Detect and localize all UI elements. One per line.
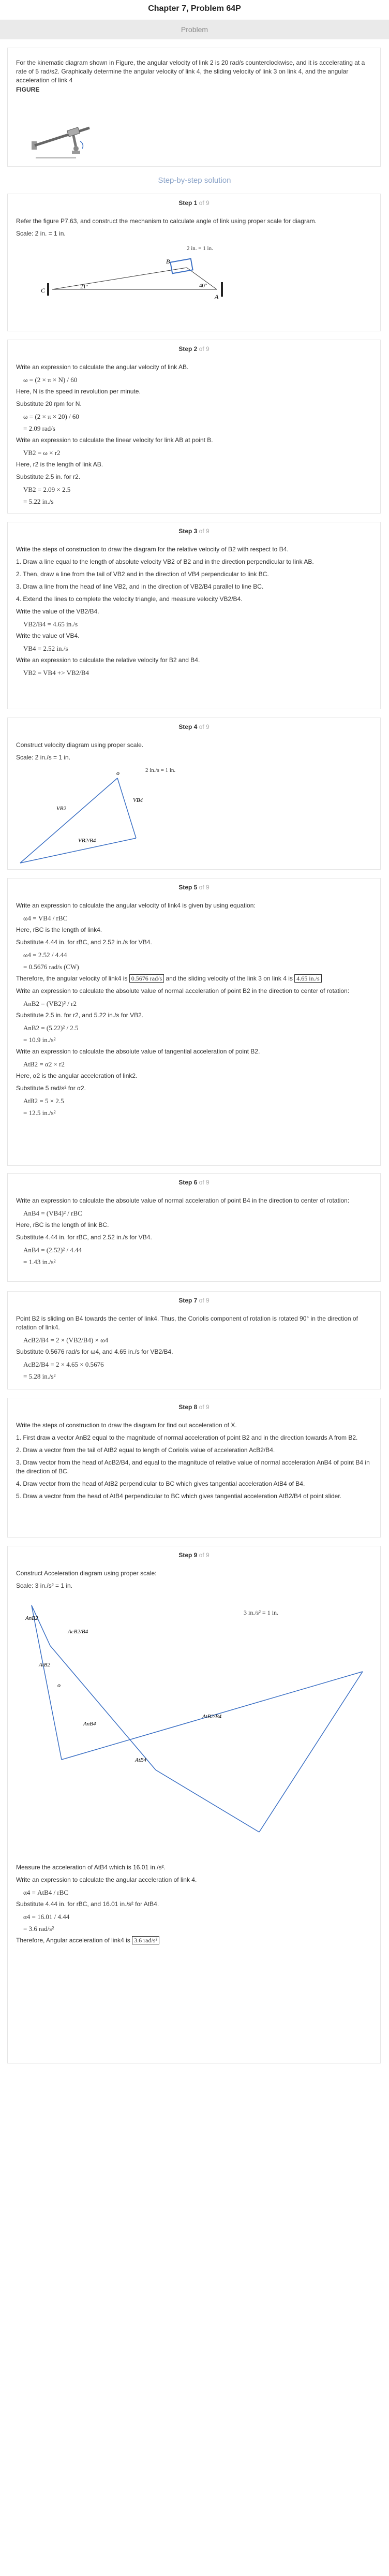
velocity-diagram [16,766,373,867]
chapter-title: Chapter 7, Problem 64P [148,4,241,13]
step-5 [7,878,381,1166]
step-1 [7,194,381,331]
step-5-eq-omega4: ω4 = VB4 / rBC [23,914,68,922]
step-5-body [16,901,373,1120]
figure-omega-arrow [80,141,83,149]
step-5-text-18: Substitute 5 rad/s² for α2. [16,1085,86,1092]
step-9-text-5: Substitute 4.44 in. for rBC, and 16.01 in./s² for AtB4. [16,1900,159,1908]
step-8-title: Step 8 of 9 [178,1403,210,1411]
step-2-text-6: Write an expression to calculate the linear velocity for link AB at point B. [16,436,213,444]
step-7-title: Step 7 of 9 [178,1297,210,1304]
step-9-eq-alpha4: α4 = AtB4 / rBC [23,1889,69,1896]
step-7-body [16,1314,373,1384]
step-5-text-17: Here, α2 is the angular acceleration of link2. [16,1072,138,1079]
mechanism-label-a: A [215,293,219,300]
step-5-text-12: Substitute 2.5 in. for r2, and 5.22 in./s for VB2. [16,1012,144,1019]
mechanism-label-b: B [166,258,170,265]
step-7 [7,1291,381,1389]
accel-label-atb2: AtB2 [39,1662,50,1668]
step-7-text-0: Point B2 is sliding on B4 towards the center of link4. Thus, the Coriolis component of rotation is rotated 90° in the direction of rotation of link4. [16,1315,358,1331]
velocity-label-vb2: VB2 [56,806,66,812]
step-4-text-0: Construct velocity diagram using proper scale. [16,741,144,749]
velocity-label-vb4: VB4 [133,797,143,803]
step-3-text-0: Write the steps of construction to draw the diagram for the relative velocity of B2 with respect to B4. [16,546,289,553]
step-3-eq-vb4: VB4 = 2.52 in./s [23,645,68,652]
accel-atrel-line [259,1672,363,1832]
step-8-text-1: 1. First draw a vector AnB2 equal to the magnitude of normal acceleration of point B2 and in the direction towards A from B2. [16,1434,358,1441]
accel-label-o: o [57,1681,61,1689]
step-2-eq-vb2-result: = 5.22 in./s [23,497,54,505]
accel-coriolis-line [50,1646,156,1770]
velocity-label-o: o [116,769,119,777]
answer-sliding-velocity: 4.65 in./s [294,974,321,983]
step-1-text-1: Scale: 2 in. = 1 in. [16,230,66,237]
step-6-eq-anb4: AnB4 = (VB4)² / rBC [23,1209,82,1217]
step-6-body [16,1196,373,1269]
problem-text: For the kinematic diagram shown in Figure, the angular velocity of link 2 is 20 rad/s counterclockwise, and it is accelerating at a rate of 5 rad/s2. Graphically determine the angular velocity of link 4, the sliding velocity of link 3 on link 4, and the angular acceleration of link 4 [16,59,365,84]
figure-label: FIGURE [16,86,40,93]
step-5-eq-anb2-sub: AnB2 = (5.22)² / 2.5 [23,1024,79,1032]
step-7-text-2: Substitute 0.5676 rad/s for ω4, and 4.65 in./s for VB2/B4. [16,1348,173,1355]
figure-pivot-a [73,146,79,151]
step-4-text-1: Scale: 2 in./s = 1 in. [16,754,71,761]
step-2 [7,340,381,514]
problem-figure [28,121,101,162]
step-8-body [16,1421,373,1504]
step-2-text-8: Here, r2 is the length of link AB. [16,461,103,468]
figure-link-4 [35,128,89,145]
step-6-text-0: Write an expression to calculate the absolute value of normal acceleration of point B4 in the direction to center of rotation: [16,1197,350,1204]
acceleration-diagram [16,1594,373,1863]
step-4-title: Step 4 of 9 [178,723,210,730]
step-8 [7,1398,381,1538]
step-5-eq-atb2-sub: AtB2 = 5 × 2.5 [23,1097,64,1105]
mechanism-diagram [16,242,373,319]
step-3-text-5: Write the value of the VB2/B4. [16,608,99,615]
mechanism-scale-label: 2 in. = 1 in. [187,245,213,252]
step-3-eq-vector: VB2 = VB4 +> VB2/B4 [23,669,89,677]
step-5-answer-line: Therefore, the angular velocity of link4 is 0.5676 rad/s and the sliding velocity of the link 3 on link 4 is 4.65 in./s [16,974,373,983]
step-6-eq-anb4-result: = 1.43 in./s² [23,1258,56,1266]
step-8-text-5: 5. Draw a vector from the head of AtB4 perpendicular to BC which gives tangential acceleration AtB2/B4 of point slider. [16,1492,342,1500]
accel-atb4-line [156,1770,259,1832]
step-5-eq-omega4-sub: ω4 = 2.52 / 4.44 [23,951,67,959]
step-2-eq-omega: ω = (2 × π × N) / 60 [23,376,78,384]
step-3-text-7: Write the value of VB4. [16,632,80,639]
top-bar [0,0,389,18]
problem-header: Problem [0,20,389,39]
step-1-title: Step 1 of 9 [178,199,210,207]
step-3-text-3: 3. Draw a line from the head of line VB2, and in the direction of VB2/B4 parallel to line BC. [16,583,264,590]
step-3-eq-rel: VB2/B4 = 4.65 in./s [23,620,78,628]
step-2-eq-vb2: VB2 = ω × r2 [23,449,61,457]
step-3-text-2: 2. Then, draw a line from the tail of VB2 and in the direction of VB4 perpendicular to link BC. [16,570,269,578]
mechanism-ground-a [221,282,223,297]
figure-ground-right [72,151,80,154]
step-7-eq-coriolis: AcB2/B4 = 2 × (VB2/B4) × ω4 [23,1336,109,1344]
mechanism-link-bc [52,268,187,289]
accel-label-anb4: AnB4 [83,1721,96,1727]
answer-alpha4: 3.6 rad/s² [132,1936,159,1944]
step-2-text-2: Here, N is the speed in revolution per minute. [16,388,141,395]
step-3 [7,522,381,709]
step-9-text-3: Write an expression to calculate the angular acceleration of link 4. [16,1876,197,1883]
step-2-eq-vb2-sub: VB2 = 2.09 × 2.5 [23,486,71,493]
step-9-text-2: Measure the acceleration of AtB4 which is 16.01 in./s². [16,1864,166,1871]
step-9 [7,1546,381,2063]
step-5-eq-anb2-result: = 10.9 in./s² [23,1036,56,1044]
step-9-text-0: Construct Acceleration diagram using proper scale: [16,1570,157,1577]
figure-slider [67,127,80,137]
step-8-text-4: 4. Draw vector from the head of AtB2 perpendicular to BC which gives tangential acceleration AtB4 of B4. [16,1480,305,1487]
step-9-eq-alpha4-sub: α4 = 16.01 / 4.44 [23,1913,70,1921]
step-2-title: Step 2 of 9 [178,345,210,353]
step-3-body [16,545,373,680]
step-7-eq-coriolis-sub: AcB2/B4 = 2 × 4.65 × 0.5676 [23,1360,104,1368]
accel-label-atrel: AtB2/B4 [202,1714,222,1720]
step-5-eq-anb2: AnB2 = (VB2)² / r2 [23,1000,77,1007]
step-5-eq-atb2-result: = 12.5 in./s² [23,1109,56,1117]
step-1-text-0: Refer the figure P7.63, and construct the mechanism to calculate angle of link using proper scale for diagram. [16,217,317,225]
step-1-body [16,217,373,319]
accel-scale-label: 3 in./s² = 1 in. [244,1609,279,1616]
step-2-text-3: Substitute 20 rpm for N. [16,400,82,407]
step-9-text-1: Scale: 3 in./s² = 1 in. [16,1582,73,1589]
step-9-body [16,1569,373,1949]
step-9-title: Step 9 of 9 [178,1552,210,1559]
answer-omega4: 0.5676 rad/s [129,974,164,983]
mechanism-angle-a: 40° [199,283,207,289]
step-9-eq-alpha4-result: = 3.6 rad/s² [23,1925,54,1933]
step-by-step-header: Step-by-step solution [158,176,231,185]
step-5-text-2: Here, rBC is the length of link4. [16,926,102,933]
step-3-text-1: 1. Draw a line equal to the length of absolute velocity VB2 of B2 and in the direction perpendicular to link AB. [16,558,314,565]
mechanism-angle-c: 21° [80,284,88,290]
step-2-eq-omega-result: = 2.09 rad/s [23,425,55,432]
step-2-body [16,363,373,509]
step-5-text-10: Write an expression to calculate the absolute value of normal acceleration of point B2 in the direction to center of rotation: [16,987,350,994]
step-6 [7,1173,381,1282]
step-3-title: Step 3 of 9 [178,528,210,535]
step-6-title: Step 6 of 9 [178,1179,210,1186]
accel-label-anb2: AnB2 [25,1615,38,1621]
step-4 [7,718,381,870]
accel-anb2-line [32,1605,50,1646]
step-3-text-4: 4. Extend the lines to complete the velocity triangle, and measure velocity VB2/B4. [16,595,243,603]
step-5-text-0: Write an expression to calculate the angular velocity of link4 is given by using equation: [16,902,256,909]
step-6-text-2: Here, rBC is the length of link BC. [16,1221,109,1228]
step-5-eq-atb2: AtB2 = α2 × r2 [23,1060,65,1068]
problem-box [7,48,381,167]
step-5-text-3: Substitute 4.44 in. for rBC, and 2.52 in./s for VB4. [16,939,152,946]
velocity-label-vrel: VB2/B4 [78,838,96,844]
step-9-answer-line: Therefore, Angular acceleration of link4 is 3.6 rad/s² [16,1936,373,1945]
mechanism-slider-block [170,259,192,274]
velocity-vb2-line [20,778,117,863]
step-3-text-9: Write an expression to calculate the relative velocity for B2 and B4. [16,656,200,664]
step-5-title: Step 5 of 9 [178,884,210,891]
step-6-eq-anb4-sub: AnB4 = (2.52)² / 4.44 [23,1246,82,1254]
step-4-body [16,741,373,867]
step-7-eq-coriolis-result: = 5.28 in./s² [23,1372,56,1380]
velocity-scale-label: 2 in./s = 1 in. [145,767,176,773]
step-8-text-3: 3. Draw vector from the head of AcB2/B4, and equal to the magnitude of relative value of normal acceleration AnB4 of point B4 in the direction of BC. [16,1459,370,1475]
step-2-text-9: Substitute 2.5 in. for r2. [16,473,81,480]
step-8-text-2: 2. Draw a vector from the tail of AtB2 equal to length of Coriolis value of acceleration AcB2/B4. [16,1446,275,1454]
step-5-text-15: Write an expression to calculate the absolute value of tangential acceleration of point B2. [16,1048,260,1055]
step-2-eq-omega-sub: ω = (2 × π × 20) / 60 [23,413,79,420]
step-2-text-0: Write an expression to calculate the angular velocity of link AB. [16,363,189,371]
accel-label-coriolis: AcB2/B4 [68,1629,88,1635]
accel-label-atb4: AtB4 [135,1757,146,1763]
mechanism-label-c: C [41,287,46,294]
step-6-text-3: Substitute 4.44 in. for rBC, and 2.52 in./s for VB4. [16,1234,152,1241]
velocity-vb4-line [117,778,136,838]
step-5-eq-omega4-result: = 0.5676 rad/s (CW) [23,963,79,971]
mechanism-ground-c [47,283,49,296]
step-8-text-0: Write the steps of construction to draw the diagram for find out acceleration of X. [16,1422,237,1429]
